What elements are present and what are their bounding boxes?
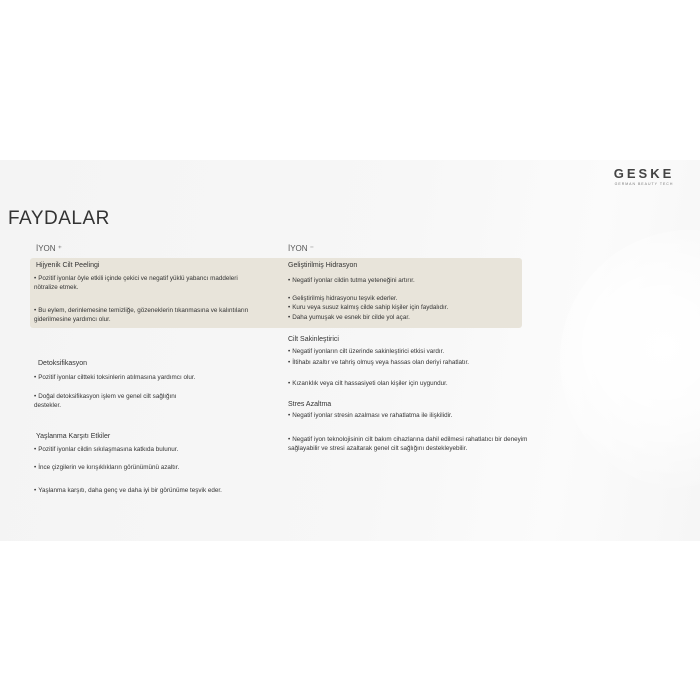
- list-item: • İltihabı azaltır ve tahriş olmuş veya hassas olan deriyi rahatlatır.: [288, 359, 469, 366]
- list-item: • Negatif iyonlar stresin azalması ve rahatlatma ile ilişkilidir.: [288, 412, 453, 419]
- section-title-stress: Stres Azaltma: [288, 401, 332, 408]
- brand-name: GESKE: [613, 166, 675, 181]
- list-item: • Kuru veya susuz kalmış cilde sahip kişiler için faydalıdır.: [288, 304, 449, 311]
- list-item: • Pozitif iyonlar öyle etkili içinde çekici ve negatif yüklü yabancı maddeleri nötralize etmek.: [34, 275, 238, 291]
- left-column-heading: İYON ⁺: [36, 244, 63, 253]
- right-column-heading: İYON ⁻: [288, 244, 315, 253]
- list-item: • Negatif iyonların cilt üzerinde sakinleştirici etkisi vardır.: [288, 348, 445, 355]
- section-title-hydration: Geliştirilmiş Hidrasyon: [288, 262, 358, 269]
- section-title-peeling: Hijyenik Cilt Peelingi: [36, 262, 100, 269]
- slide: [0, 160, 700, 541]
- list-item: • Daha yumuşak ve esnek bir cilde yol açar.: [288, 314, 410, 321]
- section-title-soothing: Cilt Sakinleştirici: [288, 336, 339, 343]
- list-item: • Negatif iyon teknolojisinin cilt bakım cihazlarına dahil edilmesi rahatlatıcı bir deneyim sağlayabilir ve stresi azaltarak genel cilt sağlığını destekleyebilir.: [288, 436, 528, 452]
- section-title-detox: Detoksifikasyon: [38, 360, 88, 367]
- list-item: • Pozitif iyonlar ciltteki toksinlerin atılmasına yardımcı olur.: [34, 374, 196, 381]
- brand-tagline: GERMAN BEAUTY TECH: [614, 182, 674, 186]
- list-item: • Bu eylem, derinlemesine temizliğe, gözeneklerin tıkanmasına ve kalıntıların giderilmesine yardımcı olur.: [34, 307, 249, 323]
- list-item: • Geliştirilmiş hidrasyonu teşvik ederler.: [288, 295, 398, 302]
- brand-logo: [604, 166, 684, 186]
- list-item: • Negatif iyonlar cildin tutma yeteneğini artırır.: [288, 277, 415, 284]
- list-item: • Yaşlanma karşıtı, daha genç ve daha iyi bir görünüme teşvik eder.: [34, 487, 222, 494]
- list-item: • İnce çizgilerin ve kırışıklıkların görünümünü azaltır.: [34, 464, 180, 471]
- page-title: FAYDALAR: [8, 208, 110, 229]
- list-item: • Kızarıklık veya cilt hassasiyeti olan kişiler için uygundur.: [288, 380, 448, 387]
- list-item: • Doğal detoksifikasyon işlem ve genel cilt sağlığını destekler.: [34, 393, 177, 409]
- light-glow: [560, 230, 700, 490]
- list-item: • Pozitif iyonlar cildin sıkılaşmasına katkıda bulunur.: [34, 446, 179, 453]
- section-title-antiaging: Yaşlanma Karşıtı Etkiler: [36, 433, 111, 440]
